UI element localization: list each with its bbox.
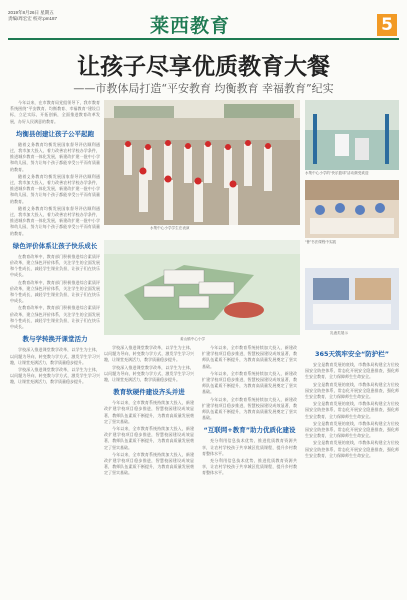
article-headline: 让孩子尽享优质教育大餐	[77, 53, 330, 80]
campus-rendering-photo	[104, 240, 300, 335]
section-text: 今年以来，全市教育系统持续加大投入，新建改扩建学校项目稳步推进，智慧校园建设成效显著，教师队伍素质不断提升，为教育高质量发展奠定了坚实基础。	[202, 370, 297, 395]
section-text: 安全是教育发展的底线，市教体局构建全方位校园安全防控体系，常态化开展安全隐患排查，强化师生安全教育，全力保障师生生命安全。	[305, 440, 399, 458]
date-line: 2019年8月26日 星期五	[8, 10, 54, 15]
section-text: 随着义务教育均衡发展国家督导评估顺利通过，我市加大投入，着力改善农村学校办学条件，推进城乡教育一体化发展，新建改扩建一批中小学和幼儿园，努力让每个孩子都能享受公平而有质量的教育。	[10, 141, 100, 172]
section-heading: 绿色评价体系让孩子快乐成长	[12, 241, 98, 250]
photo-caption: 乳液类展示	[330, 331, 348, 335]
article-column-left	[10, 100, 100, 595]
section-text: 今年以来，全市教育系统持续加大投入，新建改扩建学校项目稳步推进，智慧校园建设成效显著，教师队伍素质不断提升，为教育高质量发展奠定了坚实基础。	[202, 396, 297, 421]
drum-band-photo	[104, 100, 300, 225]
page-header	[0, 0, 407, 40]
section-heading: 教与学转换开课堂活力	[22, 335, 88, 344]
section-text: 学校深入推进课堂教学改革，以学生为主体，以问题为导向，转变教与学方式，激发学生学习兴趣，让课堂充满活力，教学质量稳步提升。	[10, 347, 100, 365]
photo-caption: 水集中心小学的“快乐篮球”活动颇受欢迎	[305, 171, 369, 175]
issue-date	[8, 10, 57, 22]
section-text: 学校深入推进课堂教学改革，以学生为主体，以问题为导向，转变教与学方式，激发学生学习兴趣，让课堂充满活力，教学质量稳步提升。	[10, 366, 100, 385]
section-text: 安全是教育发展的底线，市教体局构建全方位校园安全防控体系，常态化开展安全隐患排查，强化师生安全教育，全力保障师生生命安全。	[305, 420, 399, 439]
section-heading: 365天筑牢安全“防护栏”	[314, 350, 390, 358]
section-heading: 均衡县创建让孩子公平起跑	[16, 129, 94, 138]
section-heading: 教育软硬件建设齐头并进	[113, 388, 185, 397]
section-title: 莱西教育	[150, 15, 231, 37]
photo-caption: 水集中心小学学生在表演	[150, 226, 190, 230]
section-text: 在教育改革中，教育部门积极推进综合素质评价改革，建立绿色评价体系，关注学生的全面发展和个性成长，减轻学生课业负担，让孩子们在快乐中成长。	[10, 305, 100, 330]
section-text: 安全是教育发展的底线，市教体局构建全方位校园安全防控体系，常态化开展安全隐患排查，强化师生安全教育，全力保障师生生命安全。	[305, 362, 399, 380]
section-text: 随着义务教育均衡发展国家督导评估顺利通过，我市加大投入，着力改善农村学校办学条件，推进城乡教育一体化发展，新建改扩建一批中小学和幼儿园，努力让每个孩子都能享受公平而有质量的教育。	[10, 205, 100, 236]
edition-line: 责编/周宏宏 校对:pm187	[8, 16, 58, 21]
section-heading: “互联网+教育”助力优质化建设	[203, 426, 296, 435]
lead-paragraph: 今年以来，在市教育局党组领导下，我市教育系统围绕“平安教育、均衡教育、幸福教育”建设目标，立足实际，开拓创新，全面推进教育改革发展，办好人民满意的教育。	[10, 100, 100, 124]
section-text: 今年以来，全市教育系统持续加大投入，新建改扩建学校项目稳步推进，智慧校园建设成效显著，教师队伍素质不断提升，为教育高质量发展奠定了坚实基础。	[104, 426, 194, 450]
section-text: 在教育改革中，教育部门积极推进综合素质评价改革，建立绿色评价体系，关注学生的全面发展和个性成长，减轻学生课业负担，让孩子们在快乐中成长。	[10, 279, 100, 304]
section-text: 在教育改革中，教育部门积极推进综合素质评价改革，建立绿色评价体系，关注学生的全面发展和个性成长，减轻学生课业负担，让孩子们在快乐中成长。	[10, 253, 100, 278]
section-text: 充分利用信息技术优势，推进优质教育资源共享，让农村学校孩子共享城区优质课程，提升乡村教育整体水平。	[202, 438, 297, 456]
section-text: 学校深入推进课堂教学改革，以学生为主体，以问题为导向，转变教与学方式，激发学生学习兴趣，让课堂充满活力，教学质量稳步提升。	[104, 364, 194, 383]
section-text: 安全是教育发展的底线，市教体局构建全方位校园安全防控体系，常态化开展安全隐患排查，强化师生安全教育，全力保障师生生命安全。	[305, 381, 399, 400]
section-text: 充分利用信息技术优势，推进优质教育资源共享，让农村学校孩子共享城区优质课程，提升乡村教育整体水平。	[202, 458, 297, 476]
article-column-mid-1	[104, 345, 194, 595]
section-text: 今年以来，全市教育系统持续加大投入，新建改扩建学校项目稳步推进，智慧校园建设成效显著，教师队伍素质不断提升，为教育高质量发展奠定了坚实基础。	[104, 400, 194, 424]
section-text: 学校深入推进课堂教学改革，以学生为主体，以问题为导向，转变教与学方式，激发学生学习兴趣，让课堂充满活力，教学质量稳步提升。	[104, 345, 194, 363]
photo-caption: 姜山镇中心小学	[180, 337, 206, 341]
article-column-right	[305, 345, 399, 595]
section-text: 今年以来，全市教育系统持续加大投入，新建改扩建学校项目稳步推进，智慧校园建设成效显著，教师队伍素质不断提升，为教育高质量发展奠定了坚实基础。	[104, 451, 194, 476]
article-subhead: ——市教体局打造“平安教育 均衡教育 幸福教育”纪实	[73, 82, 334, 95]
article-column-mid-2	[202, 345, 297, 595]
section-text: 安全是教育发展的底线，市教体局构建全方位校园安全防控体系，常态化开展安全隐患排查，强化师生安全教育，全力保障师生生命安全。	[305, 401, 399, 419]
header-rule	[8, 38, 399, 40]
photo-caption: “鲁”书法课程中实践	[305, 240, 337, 244]
section-text: 随着义务教育均衡发展国家督导评估顺利通过，我市加大投入，着力改善农村学校办学条件，推进城乡教育一体化发展，新建改扩建一批中小学和幼儿园，努力让每个孩子都能享受公平而有质量的教育。	[10, 173, 100, 204]
page-number: 5	[377, 14, 397, 36]
basketball-photo	[305, 100, 399, 170]
calligraphy-class-photo	[305, 180, 399, 238]
section-text: 今年以来，全市教育系统持续加大投入，新建改扩建学校项目稳步推进，智慧校园建设成效显著，教师队伍素质不断提升，为教育高质量发展奠定了坚实基础。	[202, 345, 297, 369]
display-photo	[305, 268, 399, 330]
